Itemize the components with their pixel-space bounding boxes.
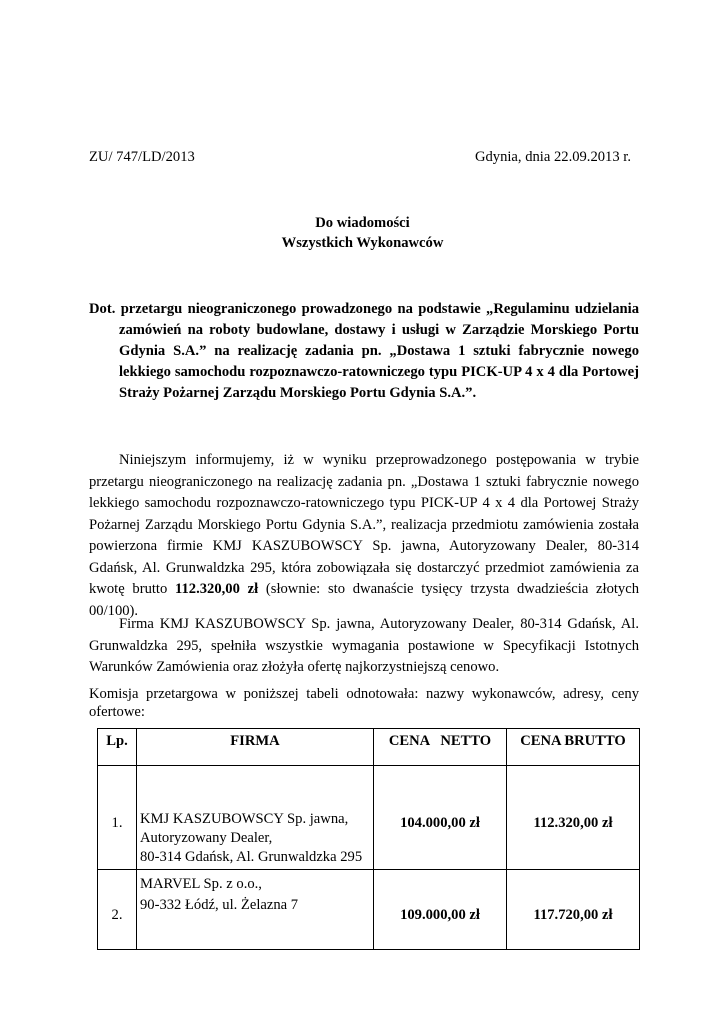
header-firm: FIRMA [137,729,374,766]
row-net-price: 104.000,00 zł [374,766,507,870]
firm-line: 90-332 Łódź, ul. Żelazna 7 [140,897,299,913]
paragraph-award-text: Niniejszym informujemy, iż w wyniku przeprowadzonego postępowania w trybie przetargu nieograniczonego na realizację zadania pn. „Dostawa 1 sztuki fabrycznie nowego lekkiego samochodu rozpoznawczo-ratowniczego typu PICK-UP 4 x 4 dla Portowej Straży Pożarnej Zarządu Morskiego Portu Gdynia S.A.”, realizacja przedmiotu zamówienia została powierzona firmie KMJ KASZUBOWSCY Sp. jawna, Autoryzowany Dealer, 80-314 Gdańsk, Al. Grunwaldzka 295, która zobowiązała się dostarczyć przedmiot zamówienia za kwotę brutto [89,452,639,597]
paragraph-table-intro: Komisja przetargowa w poniższej tabeli odnotowała: nazwy wykonawców, adresy, ceny ofertowe: [89,686,639,720]
row-gross-price: 112.320,00 zł [507,766,640,870]
table-row [98,766,640,870]
row-lp: 1. [98,766,137,870]
row-firm [137,870,374,950]
firm-line: Autoryzowany Dealer, [140,830,273,846]
row-gross-price: 117.720,00 zł [507,870,640,950]
place-date: Gdynia, dnia 22.09.2013 r. [474,149,631,165]
firm-line: KMJ KASZUBOWSCY Sp. jawna, [140,811,349,827]
paragraph-award-text-end: (słownie: sto dwanaście tysięcy trzysta dwadzieścia złotych 00/100). [89,581,639,619]
row-firm [137,766,374,870]
award-amount: 112.320,00 zł [175,581,259,597]
addressee [0,213,725,253]
addressee-line-1: Do wiadomości [315,215,410,231]
paragraph-winner: Firma KMJ KASZUBOWSCY Sp. jawna, Autoryzowany Dealer, 80-314 Gdańsk, Al. Grunwaldzka 295, spełniła wszystkie wymagania postawione w Specyfikacji Istotnych Warunków Zamówienia oraz złożyła ofertę najkorzystniejszą cenowo. [89,616,639,675]
firm-line: MARVEL Sp. z o.o., [140,876,262,892]
header-net-price: CENA NETTO [374,729,507,766]
row-net-price: 109.000,00 zł [374,870,507,950]
header-gross-price: CENA BRUTTO [507,729,640,766]
row-lp: 2. [98,870,137,950]
table-header-row [98,729,640,766]
reference-number: ZU/ 747/LD/2013 [89,149,195,165]
table-row [98,870,640,950]
offers-table [97,728,640,950]
firm-line: 80-314 Gdańsk, Al. Grunwaldzka 295 [140,849,363,865]
subject: Dot. przetargu nieograniczonego prowadzonego na podstawie „Regulaminu udzielania zamówień na roboty budowlane, dostawy i usługi w Zarządzie Morskiego Portu Gdynia S.A.” na realizację zadania pn. „Dostawa 1 sztuki fabrycznie nowego lekkiego samochodu rozpoznawczo-ratowniczego typu PICK-UP 4 x 4 dla Portowej Straży Pożarnej Zarządu Morskiego Portu Gdynia S.A.”. [89,301,639,401]
header-lp: Lp. [98,729,137,766]
paragraph-award [89,450,639,622]
addressee-line-2: Wszystkich Wykonawców [281,235,444,251]
